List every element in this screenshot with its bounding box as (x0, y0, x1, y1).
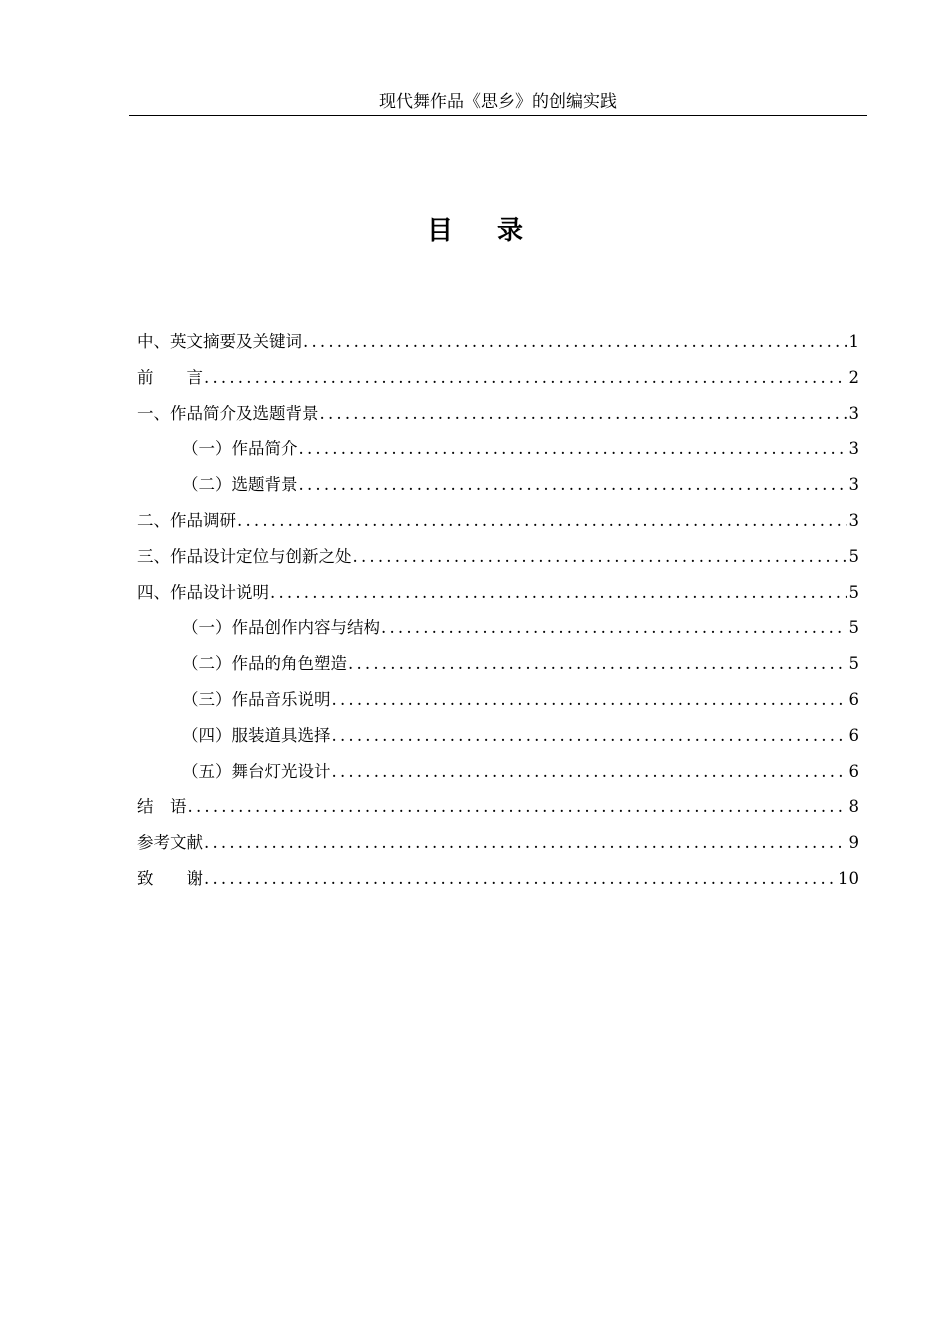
toc-entry[interactable] (137, 503, 859, 539)
toc-entry-label: （一）作品简介 (182, 439, 298, 459)
toc-page-number: 3 (848, 439, 859, 459)
toc-page-number: 5 (848, 618, 859, 638)
toc-subentry[interactable] (137, 646, 859, 682)
toc-dot-leader (320, 396, 847, 432)
toc-subentry[interactable] (137, 718, 859, 754)
toc-entry-label: （五）舞台灯光设计 (182, 761, 331, 781)
toc-entry[interactable] (137, 539, 859, 575)
toc-page-number: 3 (848, 510, 859, 530)
toc-dot-leader (188, 789, 847, 825)
toc-dot-leader (332, 682, 847, 718)
toc-page-number: 5 (848, 654, 859, 674)
toc-dot-leader (237, 503, 847, 539)
toc-title-char-2: 录 (497, 216, 524, 246)
toc-title (0, 210, 950, 247)
toc-subentry[interactable] (137, 431, 859, 467)
toc-dot-leader (270, 575, 847, 611)
toc-page-number: 10 (838, 868, 859, 888)
toc-entry-label: 中、英文摘要及关键词 (137, 332, 302, 351)
toc-subentry[interactable] (137, 682, 859, 718)
toc-entry-label: （二）作品的角色塑造 (182, 654, 347, 674)
toc-page-number: 5 (848, 546, 859, 566)
toc-page-number: 1 (848, 332, 859, 351)
toc-entry[interactable] (137, 324, 859, 360)
toc-page-number: 5 (848, 582, 859, 602)
toc-page-number: 3 (848, 403, 859, 423)
toc-entry-label: 致 谢 (137, 868, 203, 888)
toc-dot-leader (332, 718, 847, 754)
toc-entry[interactable] (137, 861, 859, 897)
toc-entry-label: （一）作品创作内容与结构 (182, 618, 380, 638)
running-header: 现代舞作品《思乡》的创编实践 (379, 92, 617, 112)
toc-entry-label: 四、作品设计说明 (137, 582, 269, 602)
toc-entry[interactable] (137, 575, 859, 611)
toc-entry-label: （四）服装道具选择 (182, 725, 331, 745)
toc-dot-leader (204, 861, 836, 897)
toc-entry-label: 二、作品调研 (137, 510, 236, 530)
toc-entry[interactable] (137, 825, 859, 861)
toc-dot-leader (303, 324, 847, 360)
toc-dot-leader (204, 360, 847, 396)
toc-dot-leader (299, 467, 847, 503)
header-rule (129, 115, 867, 116)
toc-page-number: 6 (848, 761, 859, 781)
toc-dot-leader (332, 754, 847, 790)
toc-page-number: 6 (848, 725, 859, 745)
toc-dot-leader (204, 825, 847, 861)
toc-entry-label: 前 言 (137, 367, 203, 387)
toc-page-number: 2 (848, 367, 859, 387)
toc-subentry[interactable] (137, 610, 859, 646)
toc-entry[interactable] (137, 396, 859, 432)
toc-subentry[interactable] (137, 467, 859, 503)
toc-title-char-1: 目 (426, 216, 453, 246)
toc-entry[interactable] (137, 789, 859, 825)
toc-entry-label: （三）作品音乐说明 (182, 689, 331, 709)
toc-entry[interactable] (137, 360, 859, 396)
toc-dot-leader (353, 539, 847, 575)
toc-dot-leader (299, 431, 847, 467)
toc-entry-label: （二）选题背景 (182, 475, 298, 495)
toc-dot-leader (348, 646, 847, 682)
toc-entry-label: 参考文献 (137, 833, 203, 853)
table-of-contents (137, 324, 859, 897)
toc-page-number: 3 (848, 475, 859, 495)
toc-entry-label: 结 语 (137, 797, 187, 817)
toc-entry-label: 一、作品简介及选题背景 (137, 403, 319, 423)
toc-page-number: 6 (848, 689, 859, 709)
toc-page-number: 9 (848, 833, 859, 853)
toc-dot-leader (381, 610, 847, 646)
toc-entry-label: 三、作品设计定位与创新之处 (137, 546, 352, 566)
toc-page-number: 8 (848, 797, 859, 817)
toc-subentry[interactable] (137, 754, 859, 790)
